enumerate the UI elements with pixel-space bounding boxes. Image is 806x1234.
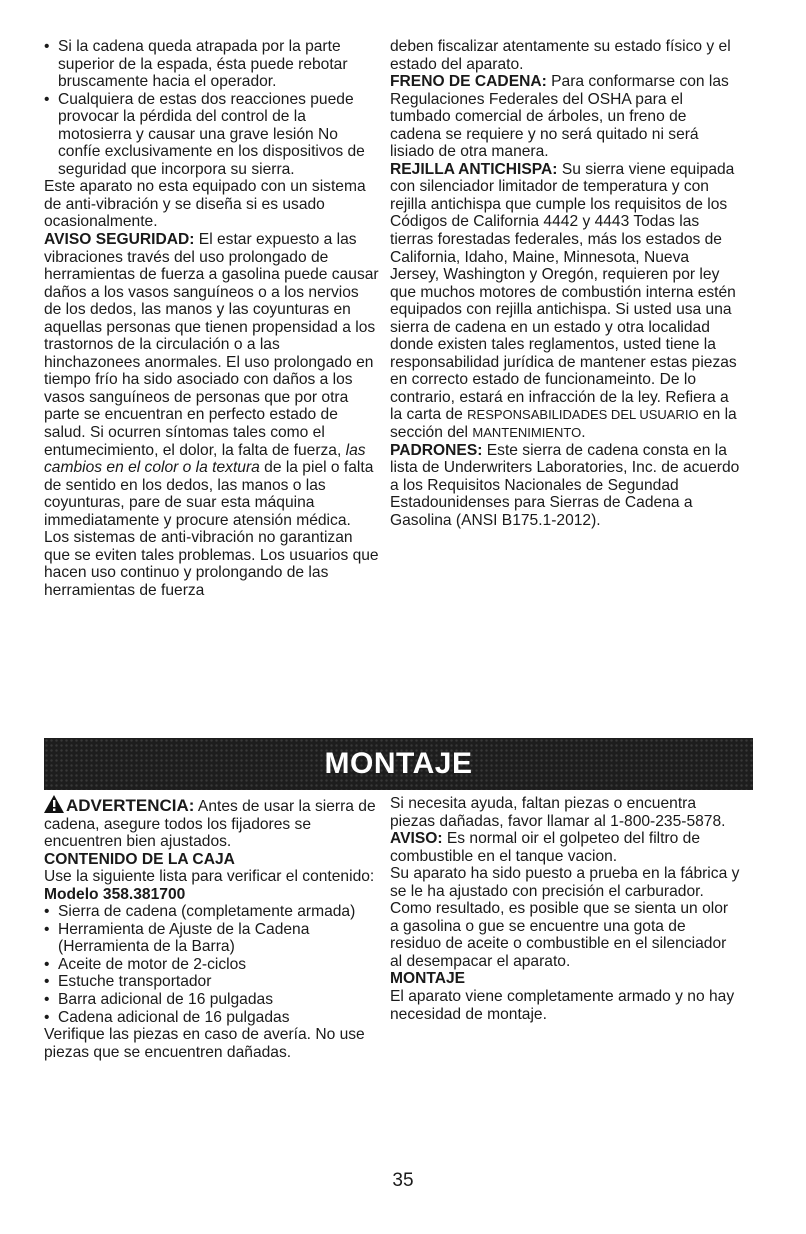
box-contents-list [44,903,379,1026]
list-item: • Si la cadena queda atrapada por la parte superior de la espada, ésta puede rebotar bruscamente hacia el operador. [44,38,379,91]
rejilla-text: Su sierra viene equipada con silenciador limitador de temperatura y con rejilla antichispa que cumple los requisitos de los Códigos de California 4442 y 4443 Todas las tierras forestadas federales, más los estados de California, Idaho, Maine, Minnesota, Nueva Jersey, Washington y Oregón, requieren por ley que muchos motores de combustión interna estén equipados con rejilla antichispa. Si usted usa una sierra de cadena en un estado y otra localidad donde existen tales reglamentos, usted tiene la responsabilidad jurídica de mantener estas piezas en correcto estado de funcionameinto. De lo contrario, estará en infracción de la ley. Refiera a la carta de [390,160,737,424]
continuation-paragraph: deben fiscalizar atentamente su estado físico y el estado del aparato. [390,38,731,73]
padrones-paragraph [390,442,740,530]
list-item: • Cualquiera de estas dos reacciones puede provocar la pérdida del control de la motosierra y causar una grave lesión No confíe exclusivamente en los dispositivos de seguridad que incorpora su sierra. [44,91,379,179]
tested-paragraph: Su aparato ha sido puesto a prueba en la fábrica y se le ha ajustado con precisión el carburador. Como resultado, es posible que se sienta un olor a gasolina o gue se encuentre una gota de residuo de aceite o combustible en el silenciador al desempacar el aparato. [390,865,740,970]
section-title: MONTAJE [324,747,473,780]
aviso-seguridad-paragraph [44,231,379,599]
contents-intro: Use la siguiente lista para verificar el contenido: [44,868,375,886]
page-number: 35 [392,1170,414,1191]
help-paragraph: Si necesita ayuda, faltan piezas o encuentra piezas dañadas, favor llamar al 1-800-235-5878. [390,795,726,830]
contents-heading: CONTENIDO DE LA CAJA [44,850,235,868]
padrones-text: Este sierra de cadena consta en la lista de Underwriters Laboratories, Inc. de acuerdo a los Requisitos Nacionales de Segundad Estadounidenses para Sierras de Cadena a Gasolina (ANSI B175.1-2012). [390,441,740,529]
top-left-column [44,38,379,600]
aviso-seguridad-text-2: de la piel o falta de sentido en los dedos, las manos o las coyunturas, pare de suar esta máquina immediatamente y procure atensión médica. Los sistemas de anti-vibración no garantizan que se eviten tales problemas. Los usuarios que hacen uso continuo y prolongando de las herramientas de fuerza [44,459,379,599]
model-number: Modelo 358.381700 [44,885,186,903]
warning-triangle-icon [44,795,64,813]
aviso-text: Es normal oir el golpeteo del filtro de combustible en el tanque vacion. [390,830,700,865]
rejilla-mid: en la sección del [390,406,737,442]
anti-vibration-paragraph: Este aparato no esta equipado con un sistema de anti-vibración y se diseña si es usado ocasionalmente. [44,178,366,231]
list-item: • Estuche transportador [44,973,379,991]
rejilla-reference-2: MANTENIMIENTO [472,425,582,441]
rejilla-paragraph [390,161,740,442]
section-banner [44,738,753,790]
rejilla-label: REJILLA ANTICHISPA: [390,160,558,178]
freno-paragraph [390,73,740,161]
list-item: • Cadena adicional de 16 pulgadas [44,1009,379,1027]
list-item: • Aceite de motor de 2-ciclos [44,956,379,974]
aviso-paragraph [390,830,740,865]
list-item: • Barra adicional de 16 pulgadas [44,991,379,1009]
closing-paragraph: Verifique las piezas en caso de avería. No use piezas que se encuentren dañadas. [44,1026,365,1061]
aviso-seguridad-label: AVISO SEGURIDAD: [44,231,195,249]
warning-label: ADVERTENCIA: [66,796,195,815]
aviso-label: AVISO: [390,830,443,848]
bottom-right-column [390,795,740,1023]
warning-paragraph [44,795,379,851]
freno-text: Para conformarse con las Regulaciones Federales del OSHA para el tumbado comercial de árboles, un freno de cadena se requiere y no será quitado ni será lisiado de otra manera. [390,73,729,161]
rejilla-reference: RESPONSABILIDADES DEL USUARIO [467,407,699,423]
padrones-label: PADRONES: [390,441,483,459]
kickback-bullet-list [44,38,379,178]
bottom-left-column [44,795,379,1061]
aviso-seguridad-text: El estar expuesto a las vibraciones través del uso prolongado de herramientas de fuerza a gasolina puede causar daños a los vasos sanguíneos o a los nervios de los dedos, las manos y las coyunturas en aquellas personas que tienen propensidad a los trastornos de la circulación o a las hinchazonees anormales. El uso prolongado en tiempo frío ha sido asociado con daños a los vasos sanguíneos de personas que por otra parte se encuentran en perfecto estado de salud. Si ocurren síntomas tales como el entumecimiento, el dolor, la falta de fuerza, [44,231,379,459]
warning-text: Antes de usar la sierra de cadena, asegure todos los fijadores se encuentren bien ajustados. [44,798,376,851]
freno-label: FRENO DE CADENA: [390,73,547,91]
aviso-seguridad-italic: las cambios en el color o la textura [44,441,366,477]
montaje-heading: MONTAJE [390,970,466,988]
list-item: • Herramienta de Ajuste de la Cadena (Herramienta de la Barra) [44,921,379,956]
rejilla-end: . [581,424,586,442]
list-item: • Sierra de cadena (completamente armada) [44,903,379,921]
montaje-paragraph: El aparato viene completamente armado y no hay necesidad de montaje. [390,988,735,1023]
top-right-column [390,38,740,529]
